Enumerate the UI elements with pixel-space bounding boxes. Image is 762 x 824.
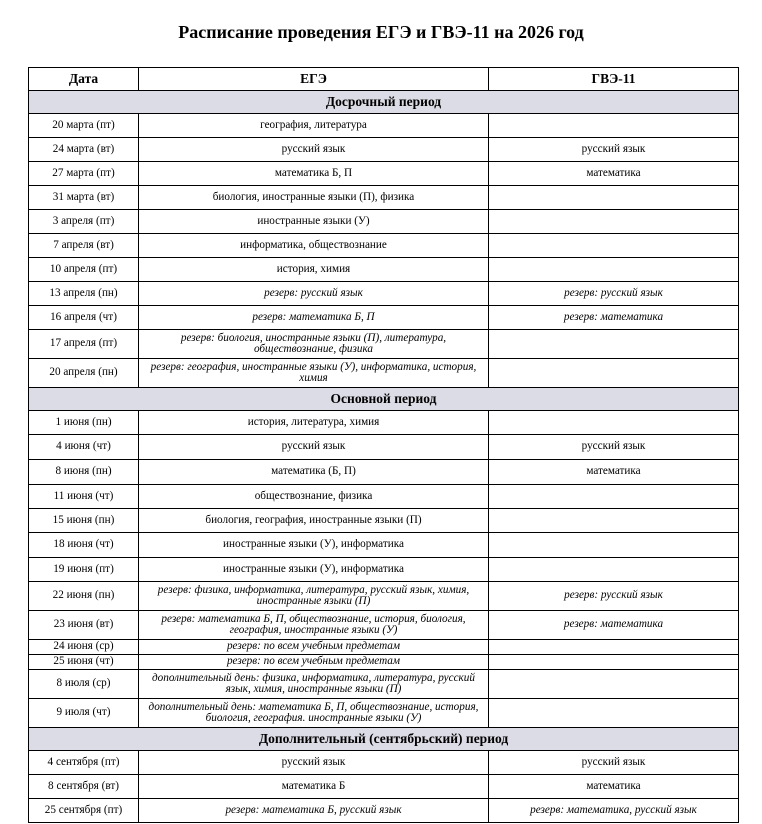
date-cell: 10 апреля (пт) — [29, 258, 139, 282]
gve-cell — [489, 411, 739, 435]
date-cell: 20 марта (пт) — [29, 114, 139, 138]
gve-cell: математика — [489, 775, 739, 799]
date-cell: 17 апреля (пт) — [29, 330, 139, 359]
header-date: Дата — [29, 68, 139, 91]
table-row — [29, 258, 739, 282]
ege-cell: иностранные языки (У), информатика — [139, 533, 489, 558]
table-row — [29, 460, 739, 485]
gve-cell — [489, 258, 739, 282]
date-cell: 15 июня (пн) — [29, 509, 139, 533]
gve-cell — [489, 186, 739, 210]
date-cell: 7 апреля (вт) — [29, 234, 139, 258]
ege-cell: история, химия — [139, 258, 489, 282]
gve-cell: резерв: математика — [489, 306, 739, 330]
ege-cell: резерв: математика Б, П, обществознание, история, биология, география, иностранные языки (У) — [139, 611, 489, 640]
date-cell: 25 июня (чт) — [29, 655, 139, 670]
date-cell: 8 июля (ср) — [29, 670, 139, 699]
date-cell: 24 июня (ср) — [29, 640, 139, 655]
table-row — [29, 558, 739, 582]
section-row — [29, 728, 739, 751]
ege-cell: биология, география, иностранные языки (П) — [139, 509, 489, 533]
header-gve: ГВЭ-11 — [489, 68, 739, 91]
gve-cell: математика — [489, 460, 739, 485]
table-row — [29, 435, 739, 460]
table-row — [29, 670, 739, 699]
gve-cell — [489, 670, 739, 699]
ege-cell: обществознание, физика — [139, 485, 489, 509]
table-row — [29, 509, 739, 533]
ege-cell: резерв: по всем учебным предметам — [139, 640, 489, 655]
gve-cell — [489, 558, 739, 582]
table-row — [29, 640, 739, 655]
date-cell: 25 сентября (пт) — [29, 799, 139, 823]
table-row — [29, 699, 739, 728]
ege-cell: математика Б — [139, 775, 489, 799]
table-row — [29, 799, 739, 823]
gve-cell — [489, 655, 739, 670]
table-row — [29, 114, 739, 138]
gve-cell — [489, 699, 739, 728]
date-cell: 8 июня (пн) — [29, 460, 139, 485]
gve-cell — [489, 114, 739, 138]
date-cell: 4 сентября (пт) — [29, 751, 139, 775]
gve-cell: математика — [489, 162, 739, 186]
ege-cell: резерв: география, иностранные языки (У), информатика, история, химия — [139, 359, 489, 388]
ege-cell: география, литература — [139, 114, 489, 138]
date-cell: 8 сентября (вт) — [29, 775, 139, 799]
gve-cell — [489, 359, 739, 388]
gve-cell — [489, 640, 739, 655]
ege-cell: дополнительный день: математика Б, П, обществознание, история, биология, география. иностранные языки (У) — [139, 699, 489, 728]
ege-cell: резерв: физика, информатика, литература, русский язык, химия, иностранные языки (П) — [139, 582, 489, 611]
date-cell: 19 июня (пт) — [29, 558, 139, 582]
table-row — [29, 234, 739, 258]
ege-cell: русский язык — [139, 138, 489, 162]
date-cell: 11 июня (чт) — [29, 485, 139, 509]
header-row — [29, 68, 739, 91]
section-row — [29, 91, 739, 114]
section-row — [29, 388, 739, 411]
ege-cell: резерв: по всем учебным предметам — [139, 655, 489, 670]
ege-cell: резерв: русский язык — [139, 282, 489, 306]
schedule-table — [28, 67, 739, 823]
date-cell: 23 июня (вт) — [29, 611, 139, 640]
table-row — [29, 751, 739, 775]
table-row — [29, 282, 739, 306]
date-cell: 27 марта (пт) — [29, 162, 139, 186]
table-row — [29, 411, 739, 435]
table-row — [29, 775, 739, 799]
section-title: Дополнительный (сентябрьский) период — [29, 728, 739, 751]
table-row — [29, 330, 739, 359]
date-cell: 1 июня (пн) — [29, 411, 139, 435]
gve-cell: резерв: математика — [489, 611, 739, 640]
table-row — [29, 210, 739, 234]
ege-cell: резерв: биология, иностранные языки (П), литература, обществознание, физика — [139, 330, 489, 359]
table-row — [29, 186, 739, 210]
date-cell: 24 марта (вт) — [29, 138, 139, 162]
gve-cell: резерв: русский язык — [489, 582, 739, 611]
table-row — [29, 533, 739, 558]
ege-cell: биология, иностранные языки (П), физика — [139, 186, 489, 210]
gve-cell — [489, 485, 739, 509]
gve-cell: резерв: русский язык — [489, 282, 739, 306]
section-title: Досрочный период — [29, 91, 739, 114]
table-row — [29, 162, 739, 186]
date-cell: 20 апреля (пн) — [29, 359, 139, 388]
table-row — [29, 611, 739, 640]
date-cell: 9 июля (чт) — [29, 699, 139, 728]
table-row — [29, 655, 739, 670]
ege-cell: русский язык — [139, 751, 489, 775]
date-cell: 4 июня (чт) — [29, 435, 139, 460]
gve-cell: резерв: математика, русский язык — [489, 799, 739, 823]
gve-cell: русский язык — [489, 435, 739, 460]
date-cell: 22 июня (пн) — [29, 582, 139, 611]
gve-cell — [489, 533, 739, 558]
table-row — [29, 138, 739, 162]
date-cell: 3 апреля (пт) — [29, 210, 139, 234]
ege-cell: информатика, обществознание — [139, 234, 489, 258]
date-cell: 16 апреля (чт) — [29, 306, 139, 330]
table-row — [29, 306, 739, 330]
ege-cell: резерв: математика Б, русский язык — [139, 799, 489, 823]
schedule-body — [29, 91, 739, 823]
date-cell: 13 апреля (пн) — [29, 282, 139, 306]
ege-cell: иностранные языки (У) — [139, 210, 489, 234]
gve-cell — [489, 509, 739, 533]
table-row — [29, 485, 739, 509]
gve-cell — [489, 210, 739, 234]
gve-cell: русский язык — [489, 138, 739, 162]
ege-cell: дополнительный день: физика, информатика, литература, русский язык, химия, иностранные языки (П) — [139, 670, 489, 699]
ege-cell: математика (Б, П) — [139, 460, 489, 485]
ege-cell: иностранные языки (У), информатика — [139, 558, 489, 582]
ege-cell: математика Б, П — [139, 162, 489, 186]
table-row — [29, 582, 739, 611]
date-cell: 31 марта (вт) — [29, 186, 139, 210]
date-cell: 18 июня (чт) — [29, 533, 139, 558]
ege-cell: история, литература, химия — [139, 411, 489, 435]
page-title: Расписание проведения ЕГЭ и ГВЭ-11 на 2026 год — [178, 22, 584, 42]
ege-cell: резерв: математика Б, П — [139, 306, 489, 330]
ege-cell: русский язык — [139, 435, 489, 460]
table-row — [29, 359, 739, 388]
gve-cell: русский язык — [489, 751, 739, 775]
gve-cell — [489, 234, 739, 258]
section-title: Основной период — [29, 388, 739, 411]
gve-cell — [489, 330, 739, 359]
header-ege: ЕГЭ — [139, 68, 489, 91]
